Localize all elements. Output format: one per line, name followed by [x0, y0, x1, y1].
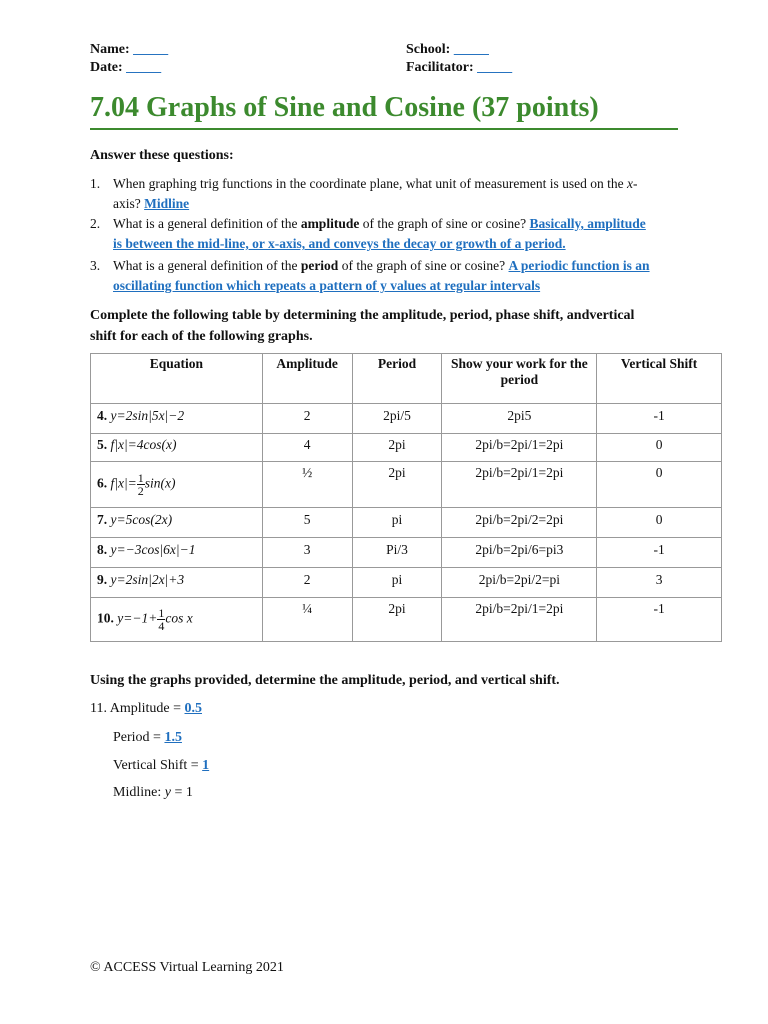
question-text-bold: amplitude — [300, 216, 360, 231]
equation-cell — [91, 508, 263, 538]
row-number: 5. — [97, 437, 108, 452]
equation: y=2sin|2x|+3 — [110, 572, 185, 587]
row-number: 9. — [97, 572, 108, 587]
school-field — [406, 42, 489, 58]
school-blank[interactable]: _____ — [453, 42, 489, 57]
shift-cell[interactable]: 0 — [597, 508, 722, 538]
shift-cell[interactable]: 0 — [597, 462, 722, 508]
period-label: Period = — [113, 730, 161, 745]
equation: y=5cos(2x) — [110, 512, 173, 527]
facilitator-field — [406, 60, 512, 76]
question-text-x: x — [627, 176, 633, 191]
section2-heading-line1: Complete the following table by determining the amplitude, period, phase shift, andvertical — [90, 308, 635, 323]
question-text: What is a general definition of the — [113, 216, 301, 231]
equation: f|x|=4cos(x) — [110, 437, 177, 452]
question-2 — [90, 214, 690, 254]
numerator: 1 — [137, 471, 144, 485]
section3-heading: Using the graphs provided, determine the amplitude, period, and vertical shift. — [90, 673, 560, 688]
name-blank[interactable]: _____ — [133, 42, 169, 57]
section1-heading: Answer these questions: — [90, 148, 234, 163]
midline-line — [113, 785, 193, 801]
amplitude-cell[interactable]: 3 — [262, 538, 352, 568]
question-text-axis: axis? — [113, 196, 141, 211]
amplitude-cell[interactable]: 5 — [262, 508, 352, 538]
work-cell[interactable]: 2pi/b=2pi/2=2pi — [442, 508, 597, 538]
period-line — [113, 730, 182, 746]
question-number: 1. — [90, 176, 101, 191]
table-row — [91, 568, 722, 598]
period-cell[interactable]: 2pi — [352, 462, 442, 508]
question-text-dash: - — [633, 176, 638, 191]
date-field — [90, 60, 161, 76]
question-text-end: of the graph of sine or cosine? — [338, 258, 506, 273]
header-equation: Equation — [91, 354, 263, 404]
period-cell[interactable]: 2pi — [352, 598, 442, 642]
row-number: 7. — [97, 512, 108, 527]
work-cell[interactable]: 2pi/b=2pi/6=pi3 — [442, 538, 597, 568]
header-work: Show your work for the period — [442, 354, 597, 404]
equation: y=2sin|5x|−2 — [110, 408, 185, 423]
amplitude-cell[interactable]: 2 — [262, 404, 352, 434]
equation-cell — [91, 538, 263, 568]
name-label: Name: — [90, 42, 130, 57]
numerator: 1 — [158, 606, 165, 620]
work-cell[interactable]: 2pi5 — [442, 404, 597, 434]
amplitude-cell[interactable]: 4 — [262, 434, 352, 462]
fraction — [137, 472, 145, 497]
denominator: 4 — [158, 619, 165, 633]
midline-value: = 1 — [174, 785, 193, 800]
vertical-shift-line — [113, 758, 209, 774]
question-number: 3. — [90, 258, 101, 273]
answer-2-cont[interactable]: is between the mid-line, or x-axis, and conveys the decay or growth of a period. — [113, 236, 566, 251]
amplitude-cell[interactable]: ½ — [262, 462, 352, 508]
row-number: 6. — [97, 475, 108, 491]
equation-cell — [91, 434, 263, 462]
amplitude-line — [90, 701, 202, 717]
table-row — [91, 434, 722, 462]
facilitator-blank[interactable]: _____ — [477, 60, 513, 75]
table-row — [91, 508, 722, 538]
period-cell[interactable]: pi — [352, 568, 442, 598]
equation: y=−3cos|6x|−1 — [110, 542, 196, 557]
period-cell[interactable]: 2pi — [352, 434, 442, 462]
question-1 — [90, 174, 690, 214]
work-cell[interactable]: 2pi/b=2pi/1=2pi — [442, 462, 597, 508]
period-cell[interactable]: 2pi/5 — [352, 404, 442, 434]
row-number: 8. — [97, 542, 108, 557]
table-row — [91, 462, 722, 508]
equation-end: sin(x) — [144, 475, 176, 491]
table-row — [91, 404, 722, 434]
row-number: 4. — [97, 408, 108, 423]
equation: f|x|= — [110, 475, 137, 491]
equation: y=−1+ — [117, 610, 158, 626]
footer-copyright: © ACCESS Virtual Learning 2021 — [90, 960, 284, 975]
amplitude-cell[interactable]: 2 — [262, 568, 352, 598]
name-field — [90, 42, 168, 58]
denominator: 2 — [137, 484, 144, 498]
question-text-bold: period — [300, 258, 339, 273]
facilitator-label: Facilitator: — [406, 60, 474, 75]
table-header-row — [91, 354, 722, 404]
row-number: 10. — [97, 610, 114, 626]
table-row — [91, 598, 722, 642]
period-cell[interactable]: pi — [352, 508, 442, 538]
question-text: When graphing trig functions in the coordinate plane, what unit of measurement is used on the — [113, 176, 627, 191]
shift-cell[interactable]: -1 — [597, 598, 722, 642]
amplitude-answer[interactable]: 0.5 — [184, 701, 202, 716]
answer-table — [90, 353, 722, 642]
page-title: 7.04 Graphs of Sine and Cosine (37 points) — [90, 92, 678, 130]
work-cell[interactable]: 2pi/b=2pi/2=pi — [442, 568, 597, 598]
shift-cell[interactable]: -1 — [597, 404, 722, 434]
equation-cell — [91, 568, 263, 598]
shift-cell[interactable]: 3 — [597, 568, 722, 598]
shift-cell[interactable]: 0 — [597, 434, 722, 462]
answer-2[interactable]: Basically, amplitude — [529, 216, 646, 231]
question-number: 11. — [90, 701, 107, 716]
amplitude-cell[interactable]: ¼ — [262, 598, 352, 642]
header-vertical-shift: Vertical Shift — [597, 354, 722, 404]
midline-y: y — [164, 785, 171, 800]
work-cell[interactable]: 2pi/b=2pi/1=2pi — [442, 434, 597, 462]
amplitude-label: Amplitude = — [109, 701, 181, 716]
equation-end: cos x — [165, 610, 193, 626]
section2-heading — [90, 305, 690, 347]
equation-cell — [91, 598, 263, 642]
answer-3-cont[interactable]: oscillating function which repeats a pattern of y values at regular intervals — [113, 278, 541, 293]
period-cell[interactable]: Pi/3 — [352, 538, 442, 568]
question-number: 2. — [90, 216, 101, 231]
equation-cell — [91, 404, 263, 434]
vertical-shift-answer[interactable]: 1 — [202, 758, 210, 773]
shift-cell[interactable]: -1 — [597, 538, 722, 568]
header-period: Period — [352, 354, 442, 404]
date-blank[interactable]: _____ — [126, 60, 162, 75]
vertical-shift-label: Vertical Shift = — [113, 758, 199, 773]
equation-cell — [91, 462, 263, 508]
answer-1[interactable]: Midline — [144, 196, 190, 211]
answer-3[interactable]: A periodic function is an — [508, 258, 650, 273]
midline-label: Midline: — [113, 785, 162, 800]
header-amplitude: Amplitude — [262, 354, 352, 404]
question-3 — [90, 256, 690, 296]
question-text: What is a general definition of the — [113, 258, 301, 273]
table-row — [91, 538, 722, 568]
question-text-end: of the graph of sine or cosine? — [359, 216, 527, 231]
school-label: School: — [406, 42, 451, 57]
date-label: Date: — [90, 60, 123, 75]
work-cell[interactable]: 2pi/b=2pi/1=2pi — [442, 598, 597, 642]
section2-heading-line2: shift for each of the following graphs. — [90, 329, 313, 344]
period-answer[interactable]: 1.5 — [164, 730, 182, 745]
